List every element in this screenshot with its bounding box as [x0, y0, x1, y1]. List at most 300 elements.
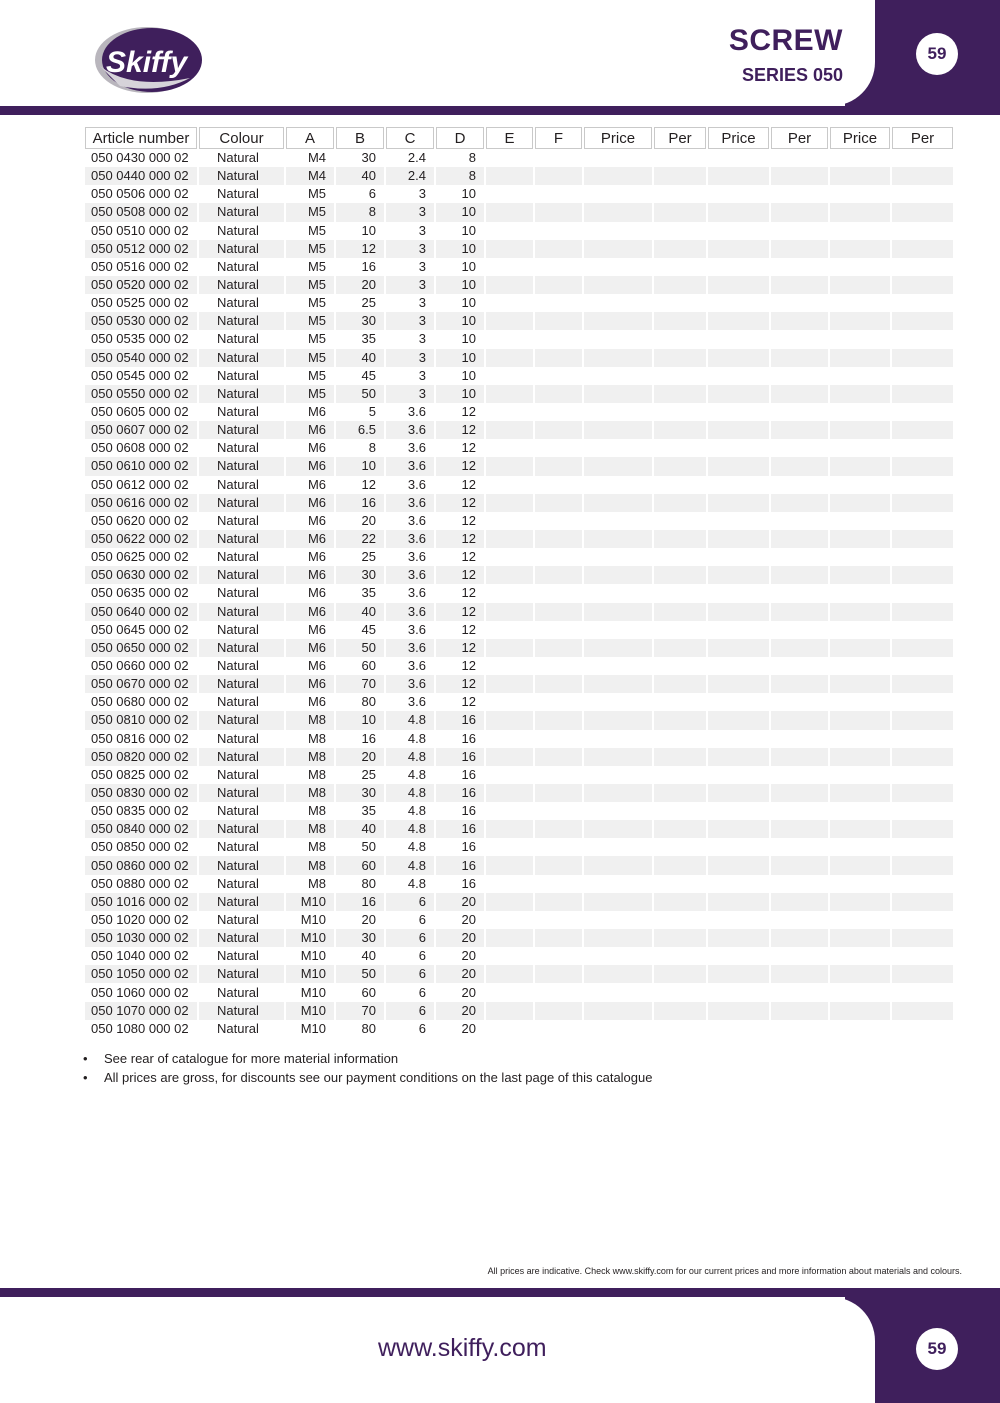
table-cell: M10: [286, 965, 334, 983]
empty-cell: [708, 476, 769, 494]
empty-cell: [771, 548, 828, 566]
empty-cell: [708, 457, 769, 475]
empty-cell: [486, 566, 533, 584]
table-row: [85, 312, 953, 330]
empty-cell: [584, 730, 652, 748]
table-cell: 40: [361, 948, 376, 964]
table-cell: 8: [468, 150, 476, 166]
table-cell: 4.8: [386, 820, 434, 838]
empty-cell: [584, 875, 652, 893]
table-cell: 3: [418, 295, 426, 311]
empty-cell: [892, 965, 953, 983]
empty-cell: [892, 603, 953, 621]
table-cell: M10: [300, 948, 326, 964]
empty-cell: [892, 983, 953, 1001]
empty-cell: [486, 1002, 533, 1020]
table-cell: 12: [361, 476, 376, 492]
table-cell: 3: [418, 186, 426, 202]
empty-cell: [486, 730, 533, 748]
empty-cell: [892, 548, 953, 566]
page-number-badge: 59: [916, 33, 958, 75]
empty-cell: [892, 584, 953, 602]
empty-cell: [654, 911, 706, 929]
table-cell: 16: [436, 856, 484, 874]
table-cell: Natural: [217, 295, 259, 311]
empty-cell: [771, 294, 828, 312]
empty-cell: [892, 222, 953, 240]
table-cell: 6: [386, 1002, 434, 1020]
column-header: Per: [892, 127, 953, 149]
empty-cell: [830, 240, 890, 258]
table-cell: 050 1070 000 02: [85, 1002, 197, 1020]
table-cell: M5: [286, 312, 334, 330]
table-cell: Natural: [199, 784, 284, 802]
table-cell: 6.5: [336, 421, 384, 439]
table-cell: 12: [461, 694, 476, 710]
empty-cell: [771, 657, 828, 675]
empty-cell: [486, 965, 533, 983]
table-cell: 12: [461, 549, 476, 565]
empty-cell: [535, 748, 582, 766]
empty-cell: [584, 530, 652, 548]
table-cell: 2.4: [386, 167, 434, 185]
table-cell: 40: [336, 820, 384, 838]
table-cell: 050 0525 000 02: [91, 295, 189, 311]
table-row: [85, 330, 953, 348]
empty-cell: [771, 403, 828, 421]
table-row: [85, 476, 953, 494]
empty-cell: [535, 512, 582, 530]
empty-cell: [830, 893, 890, 911]
table-cell: 25: [361, 295, 376, 311]
table-cell: 6: [368, 186, 376, 202]
empty-cell: [708, 639, 769, 657]
table-row: [85, 349, 953, 367]
empty-cell: [708, 1002, 769, 1020]
table-cell: 20: [461, 948, 476, 964]
empty-cell: [584, 856, 652, 874]
table-cell: 20: [361, 512, 376, 528]
price-disclaimer: All prices are indicative. Check www.skiffy.com for our current prices and more information about materials and colours.: [487, 1266, 962, 1276]
empty-cell: [654, 856, 706, 874]
empty-cell: [892, 494, 953, 512]
empty-cell: [830, 476, 890, 494]
table-cell: 050 1050 000 02: [85, 965, 197, 983]
website-link[interactable]: www.skiffy.com: [378, 1334, 547, 1362]
table-cell: Natural: [217, 948, 259, 964]
table-cell: M5: [286, 240, 334, 258]
table-row: [85, 457, 953, 475]
empty-cell: [830, 711, 890, 729]
empty-cell: [771, 240, 828, 258]
table-cell: 40: [336, 603, 384, 621]
empty-cell: [892, 675, 953, 693]
table-cell: M10: [286, 893, 334, 911]
empty-cell: [486, 983, 533, 1001]
table-row: [85, 185, 953, 203]
table-cell: M5: [286, 276, 334, 294]
empty-cell: [708, 349, 769, 367]
empty-cell: [486, 294, 533, 312]
empty-cell: [830, 657, 890, 675]
empty-cell: [486, 548, 533, 566]
empty-cell: [654, 530, 706, 548]
table-cell: 6: [418, 984, 426, 1000]
table-cell: 3: [386, 385, 434, 403]
column-header: Article number: [85, 127, 197, 149]
table-cell: 6: [386, 893, 434, 911]
table-row: [85, 675, 953, 693]
empty-cell: [535, 639, 582, 657]
table-cell: 45: [361, 367, 376, 383]
table-cell: 30: [361, 150, 376, 166]
empty-cell: [486, 367, 533, 385]
table-cell: 3.6: [407, 512, 426, 528]
empty-cell: [771, 838, 828, 856]
empty-cell: [771, 385, 828, 403]
table-cell: 16: [461, 875, 476, 891]
empty-cell: [535, 893, 582, 911]
table-cell: M8: [307, 875, 326, 891]
table-cell: M5: [307, 258, 326, 274]
empty-cell: [708, 548, 769, 566]
table-row: [85, 548, 953, 566]
table-row: [85, 367, 953, 385]
empty-cell: [535, 222, 582, 240]
table-cell: Natural: [199, 603, 284, 621]
table-row: [85, 1002, 953, 1020]
empty-cell: [584, 403, 652, 421]
empty-cell: [535, 584, 582, 602]
empty-cell: [830, 421, 890, 439]
table-cell: 12: [461, 658, 476, 673]
empty-cell: [584, 929, 652, 947]
table-cell: M10: [300, 911, 326, 927]
empty-cell: [830, 675, 890, 693]
empty-cell: [830, 330, 890, 348]
empty-cell: [584, 421, 652, 439]
empty-cell: [892, 856, 953, 874]
empty-cell: [654, 603, 706, 621]
table-row: [85, 820, 953, 838]
empty-cell: [708, 693, 769, 711]
table-cell: M4: [307, 150, 326, 166]
empty-cell: [830, 875, 890, 893]
empty-cell: [654, 965, 706, 983]
table-cell: M8: [286, 784, 334, 802]
empty-cell: [708, 929, 769, 947]
empty-cell: [535, 494, 582, 512]
table-cell: 10: [436, 349, 484, 367]
table-cell: Natural: [217, 839, 259, 855]
note-text: All prices are gross, for discounts see our payment conditions on the last page of this catalogue: [104, 1070, 653, 1085]
table-cell: 050 0520 000 02: [85, 276, 197, 294]
empty-cell: [771, 947, 828, 965]
empty-cell: [486, 421, 533, 439]
table-cell: Natural: [199, 167, 284, 185]
table-cell: Natural: [217, 440, 259, 456]
empty-cell: [892, 385, 953, 403]
empty-cell: [892, 929, 953, 947]
table-cell: 30: [336, 566, 384, 584]
empty-cell: [830, 548, 890, 566]
empty-cell: [771, 439, 828, 457]
empty-cell: [486, 439, 533, 457]
empty-cell: [771, 530, 828, 548]
empty-cell: [584, 947, 652, 965]
empty-cell: [654, 548, 706, 566]
table-cell: 050 0550 000 02: [85, 385, 197, 403]
table-cell: Natural: [217, 367, 259, 383]
empty-cell: [892, 330, 953, 348]
table-cell: 20: [436, 929, 484, 947]
empty-cell: [830, 947, 890, 965]
empty-cell: [535, 421, 582, 439]
empty-cell: [708, 222, 769, 240]
empty-cell: [654, 766, 706, 784]
empty-cell: [892, 893, 953, 911]
empty-cell: [486, 911, 533, 929]
empty-cell: [830, 203, 890, 221]
empty-cell: [708, 530, 769, 548]
table-cell: 45: [361, 621, 376, 637]
table-cell: M6: [307, 658, 326, 673]
empty-cell: [830, 856, 890, 874]
table-cell: 10: [461, 295, 476, 311]
empty-cell: [654, 838, 706, 856]
empty-cell: [708, 367, 769, 385]
empty-cell: [708, 657, 769, 675]
empty-cell: [892, 203, 953, 221]
table-row: [85, 875, 953, 893]
empty-cell: [830, 983, 890, 1001]
table-row: [85, 149, 953, 167]
empty-cell: [892, 349, 953, 367]
empty-cell: [584, 312, 652, 330]
empty-cell: [584, 240, 652, 258]
table-cell: Natural: [199, 675, 284, 693]
empty-cell: [654, 403, 706, 421]
empty-cell: [892, 621, 953, 639]
table-row: [85, 983, 953, 1001]
empty-cell: [654, 494, 706, 512]
table-cell: 050 0516 000 02: [91, 258, 189, 274]
empty-cell: [830, 584, 890, 602]
empty-cell: [486, 621, 533, 639]
table-cell: 050 0545 000 02: [91, 367, 189, 383]
empty-cell: [892, 457, 953, 475]
table-cell: Natural: [217, 984, 259, 1000]
empty-cell: [654, 385, 706, 403]
table-cell: 050 0508 000 02: [85, 203, 197, 221]
empty-cell: [654, 947, 706, 965]
series-subtitle: SERIES 050: [741, 65, 843, 85]
empty-cell: [708, 330, 769, 348]
table-cell: 20: [436, 965, 484, 983]
empty-cell: [654, 349, 706, 367]
header-band: [0, 106, 1000, 115]
table-cell: 10: [436, 203, 484, 221]
table-row: [85, 512, 953, 530]
empty-cell: [771, 167, 828, 185]
table-cell: 12: [436, 530, 484, 548]
empty-cell: [892, 947, 953, 965]
empty-cell: [892, 748, 953, 766]
table-cell: 050 0607 000 02: [85, 421, 197, 439]
table-cell: M6: [307, 585, 326, 601]
empty-cell: [486, 222, 533, 240]
empty-cell: [654, 621, 706, 639]
empty-cell: [584, 911, 652, 929]
empty-cell: [584, 203, 652, 221]
table-cell: 16: [436, 784, 484, 802]
empty-cell: [892, 766, 953, 784]
empty-cell: [654, 1002, 706, 1020]
table-cell: 050 0640 000 02: [85, 603, 197, 621]
empty-cell: [584, 258, 652, 276]
empty-cell: [830, 820, 890, 838]
table-cell: 050 0825 000 02: [91, 766, 189, 782]
empty-cell: [708, 675, 769, 693]
empty-cell: [535, 185, 582, 203]
column-header: F: [535, 127, 582, 149]
table-cell: 050 0625 000 02: [91, 549, 189, 565]
table-cell: 050 0660 000 02: [91, 658, 189, 673]
empty-cell: [535, 312, 582, 330]
empty-cell: [771, 476, 828, 494]
table-body: [85, 149, 953, 1038]
empty-cell: [892, 185, 953, 203]
table-cell: 60: [336, 856, 384, 874]
empty-cell: [708, 748, 769, 766]
empty-cell: [708, 838, 769, 856]
empty-cell: [708, 258, 769, 276]
table-cell: Natural: [199, 748, 284, 766]
empty-cell: [654, 203, 706, 221]
empty-cell: [830, 730, 890, 748]
table-cell: 70: [336, 1002, 384, 1020]
empty-cell: [654, 149, 706, 167]
table-cell: 050 0816 000 02: [91, 730, 189, 746]
empty-cell: [771, 222, 828, 240]
table-cell: 3.6: [386, 566, 434, 584]
column-header: Price: [708, 127, 769, 149]
table-cell: Natural: [199, 457, 284, 475]
empty-cell: [584, 820, 652, 838]
empty-cell: [708, 494, 769, 512]
table-cell: M6: [307, 621, 326, 637]
table-cell: Natural: [199, 312, 284, 330]
table-row: [85, 530, 953, 548]
empty-cell: [830, 911, 890, 929]
table-cell: 20: [436, 893, 484, 911]
empty-cell: [708, 294, 769, 312]
empty-cell: [584, 748, 652, 766]
empty-cell: [535, 403, 582, 421]
table-cell: M6: [286, 421, 334, 439]
empty-cell: [830, 185, 890, 203]
empty-cell: [771, 421, 828, 439]
empty-cell: [830, 838, 890, 856]
empty-cell: [654, 983, 706, 1001]
empty-cell: [584, 693, 652, 711]
table-cell: 40: [336, 349, 384, 367]
empty-cell: [892, 512, 953, 530]
table-cell: 050 0440 000 02: [85, 167, 197, 185]
table-cell: Natural: [199, 530, 284, 548]
table-cell: 3.6: [407, 440, 426, 456]
empty-cell: [654, 748, 706, 766]
empty-cell: [771, 766, 828, 784]
table-row: [85, 603, 953, 621]
table-cell: 3.6: [386, 639, 434, 657]
empty-cell: [486, 149, 533, 167]
empty-cell: [486, 258, 533, 276]
empty-cell: [708, 185, 769, 203]
table-cell: 050 0506 000 02: [91, 186, 189, 202]
empty-cell: [486, 185, 533, 203]
empty-cell: [535, 675, 582, 693]
table-cell: 3.6: [386, 530, 434, 548]
empty-cell: [486, 820, 533, 838]
table-cell: 050 0430 000 02: [91, 150, 189, 166]
table-cell: 4.8: [407, 766, 426, 782]
empty-cell: [486, 784, 533, 802]
table-cell: 050 0530 000 02: [85, 312, 197, 330]
empty-cell: [771, 349, 828, 367]
table-cell: M5: [307, 222, 326, 238]
empty-cell: [892, 439, 953, 457]
empty-cell: [654, 421, 706, 439]
empty-cell: [584, 965, 652, 983]
empty-cell: [771, 893, 828, 911]
empty-cell: [535, 947, 582, 965]
empty-cell: [486, 875, 533, 893]
empty-cell: [771, 276, 828, 294]
empty-cell: [830, 603, 890, 621]
table-cell: 35: [361, 803, 376, 819]
empty-cell: [535, 548, 582, 566]
empty-cell: [535, 784, 582, 802]
table-cell: Natural: [217, 331, 259, 347]
empty-cell: [584, 222, 652, 240]
empty-cell: [892, 421, 953, 439]
table-cell: M5: [307, 295, 326, 311]
empty-cell: [654, 693, 706, 711]
empty-cell: [654, 330, 706, 348]
table-cell: M6: [307, 476, 326, 492]
table-cell: 20: [436, 1002, 484, 1020]
empty-cell: [708, 893, 769, 911]
table-row: [85, 167, 953, 185]
table-row: [85, 838, 953, 856]
table-cell: M5: [307, 331, 326, 347]
empty-cell: [892, 820, 953, 838]
table-cell: M6: [286, 603, 334, 621]
table-cell: 3: [418, 367, 426, 383]
column-header: E: [486, 127, 533, 149]
table-cell: 25: [361, 549, 376, 565]
table-row: [85, 203, 953, 221]
table-row: [85, 965, 953, 983]
table-cell: 12: [436, 639, 484, 657]
table-cell: 10: [461, 186, 476, 202]
empty-cell: [584, 711, 652, 729]
table-cell: 050 0680 000 02: [91, 694, 189, 710]
table-cell: 60: [361, 658, 376, 673]
empty-cell: [771, 312, 828, 330]
table-cell: 050 0835 000 02: [91, 803, 189, 819]
